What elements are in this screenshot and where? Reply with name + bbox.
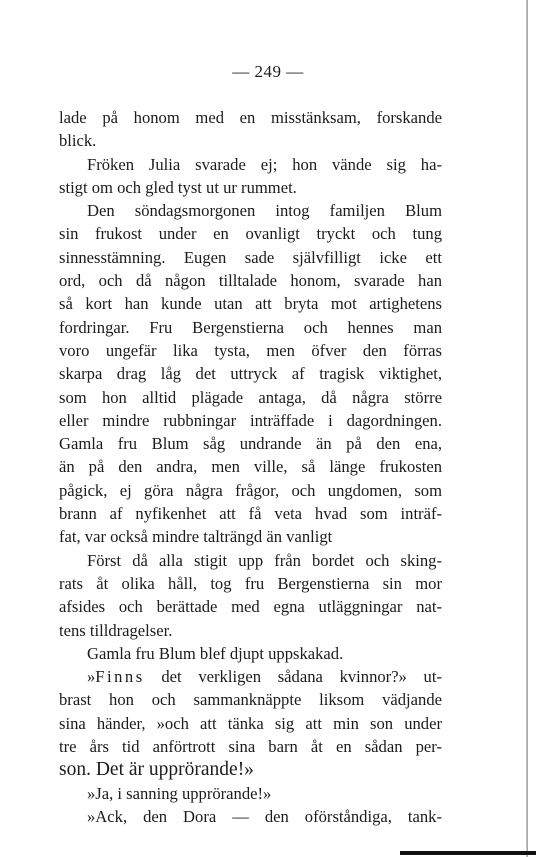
text-line: lade på honom med en misstänksam, forskande [59,108,442,127]
emphasized-word: Finns [95,667,145,687]
text-line: »Ja, i sanning upprörande!» [87,783,272,803]
page-spine-edge [526,0,528,857]
text-line: Först då alla stigit upp från bordet och sking- [87,550,442,570]
text-line: afsides och berättade med egna utläggningar nat- [59,597,442,617]
text-line: sin frukost under en ovanligt tryckt och tung [59,224,442,244]
page-number: — 249 — [232,62,304,81]
text-line: voro ungefär lika tysta, men öfver den förras [59,340,442,360]
text-line: brann af nyfikenhet att få veta hvad som inträf- [59,504,442,524]
text-line: fordringar. Fru Bergenstierna och hennes man [59,317,442,337]
text-line: tre års tid anförtrott sina barn åt en sådan per- [59,737,442,757]
text-line: son. Det är upprörande!» [59,759,254,781]
text-line: sina händer, »och att tänka sig att min son under [59,713,442,733]
body-text [59,106,442,828]
text-line: »Ack, den Dora — den oförståndiga, tank- [87,806,442,826]
text-line: tens tilldragelser. [59,620,173,640]
text-line: sinnesstämning. Eugen sade självfilligt icke ett [59,247,442,267]
text-line: så kort han kunde utan att bryta mot artighetens [59,294,442,314]
text-line: ord, och då någon tilltalade honom, svarade han [59,271,442,291]
text-line: rats åt olika håll, tog fru Bergenstierna sin mor [59,573,442,593]
text-line: pågick, ej göra några frågor, och ungdomen, som [59,480,442,500]
text-line: Gamla fru Blum blef djupt uppskakad. [87,643,344,663]
text-line: skarpa drag låg det uttryck af tragisk viktighet, [59,364,442,384]
text-line: stigt om och gled tyst ut ur rummet. [59,177,297,197]
text-line: Gamla fru Blum såg undrande än på den ena, [59,434,442,454]
text-line: brast hon och sammanknäppte liksom vädjande [59,690,442,710]
text-line: Den söndagsmorgonen intog familjen Blum [87,201,442,221]
text-line: som hon alltid plägade antaga, då några större [59,387,442,407]
text-line: eller mindre rubbningar inträffade i dagordningen. [59,410,442,430]
text-line: Fröken Julia svarade ej; hon vände sig ha- [87,154,442,174]
text-line: »Finns det verkligen sådana kvinnor?» ut- [87,667,442,687]
text-line: blick. [59,131,97,151]
text-line: än på den andra, men ville, så länge frukosten [59,457,442,477]
text-line: fat, var också mindre talträngd än vanligt [59,527,333,547]
page-bottom-edge [400,851,536,855]
